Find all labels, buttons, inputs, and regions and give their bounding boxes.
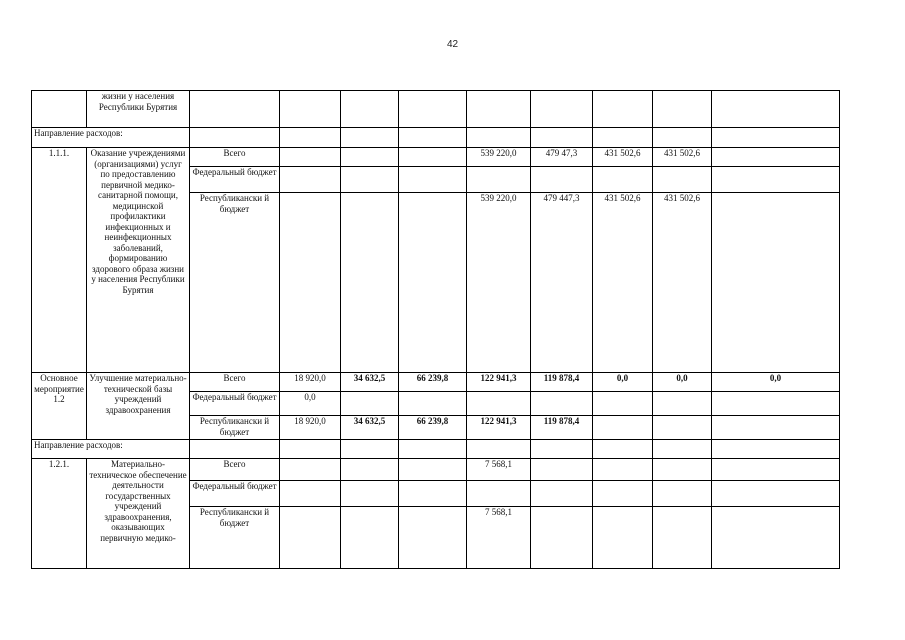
source-label: Республикански й бюджет [190,193,280,373]
measure-name-cell: Оказание учреждениями (организациями) услуг по предоставлению первичной медико-санитарной помощи, медицинской профилактики инфекционных и неинфекционных заболеваний, формированию здорового образа жизни у населения Республики Бурятия [87,148,190,373]
value-cell: 7 568,1 [467,459,531,481]
table-row [32,148,840,167]
value-cell: 431 502,6 [653,193,712,373]
direction-label: Направление расходов: [32,128,190,148]
budget-table [31,90,840,569]
value-cell: 119 878,4 [531,373,593,392]
code-cell: 1.1.1. [32,148,87,373]
source-label: Республикански й бюджет [190,507,280,569]
value-cell: 479 447,3 [531,193,593,373]
value-cell: 34 632,5 [341,373,399,392]
value-cell: 539 220,0 [467,193,531,373]
value-cell: 18 920,0 [280,373,341,392]
source-label: Всего [190,459,280,481]
value-cell: 431 502,6 [593,148,653,167]
value-cell: 7 568,1 [467,507,531,569]
source-label: Всего [190,148,280,167]
source-label: Федеральный бюджет [190,167,280,193]
table-row [32,128,840,148]
code-cell [32,91,87,128]
value-cell: 122 941,3 [467,373,531,392]
source-label: Федеральный бюджет [190,481,280,507]
table-row [32,373,840,392]
value-cell: 539 220,0 [467,148,531,167]
value-cell: 0,0 [280,392,341,416]
value-cell: 119 878,4 [531,416,593,440]
value-cell: 431 502,6 [593,193,653,373]
value-cell: 122 941,3 [467,416,531,440]
measure-name-cell: жизни у населения Республики Бурятия [87,91,190,128]
table-row [32,440,840,459]
value-cell: 66 239,8 [399,373,467,392]
code-cell: Основное мероприятие 1.2 [32,373,87,440]
value-cell: 0,0 [653,373,712,392]
value-cell: 0,0 [712,373,840,392]
value-cell: 66 239,8 [399,416,467,440]
value-cell: 479 47,3 [531,148,593,167]
value-cell: 0,0 [593,373,653,392]
measure-name-text: Материально-техническое обеспечение деятельности государственных учреждений здравоохранения, оказывающих первичную медико- [89,459,187,543]
source-label: Республикански й бюджет [190,416,280,440]
source-label: Всего [190,373,280,392]
source-label: Федеральный бюджет [190,392,280,416]
value-cell: 34 632,5 [341,416,399,440]
table-row [32,459,840,481]
code-cell: 1.2.1. [32,459,87,569]
direction-label: Направление расходов: [32,440,190,459]
table-row [32,91,840,128]
measure-name-cell: Улучшение материально-технической базы учреждений здравоохранения [87,373,190,440]
page-number: 42 [446,39,459,50]
measure-name-cell [87,459,190,569]
value-cell: 18 920,0 [280,416,341,440]
value-cell: 431 502,6 [653,148,712,167]
